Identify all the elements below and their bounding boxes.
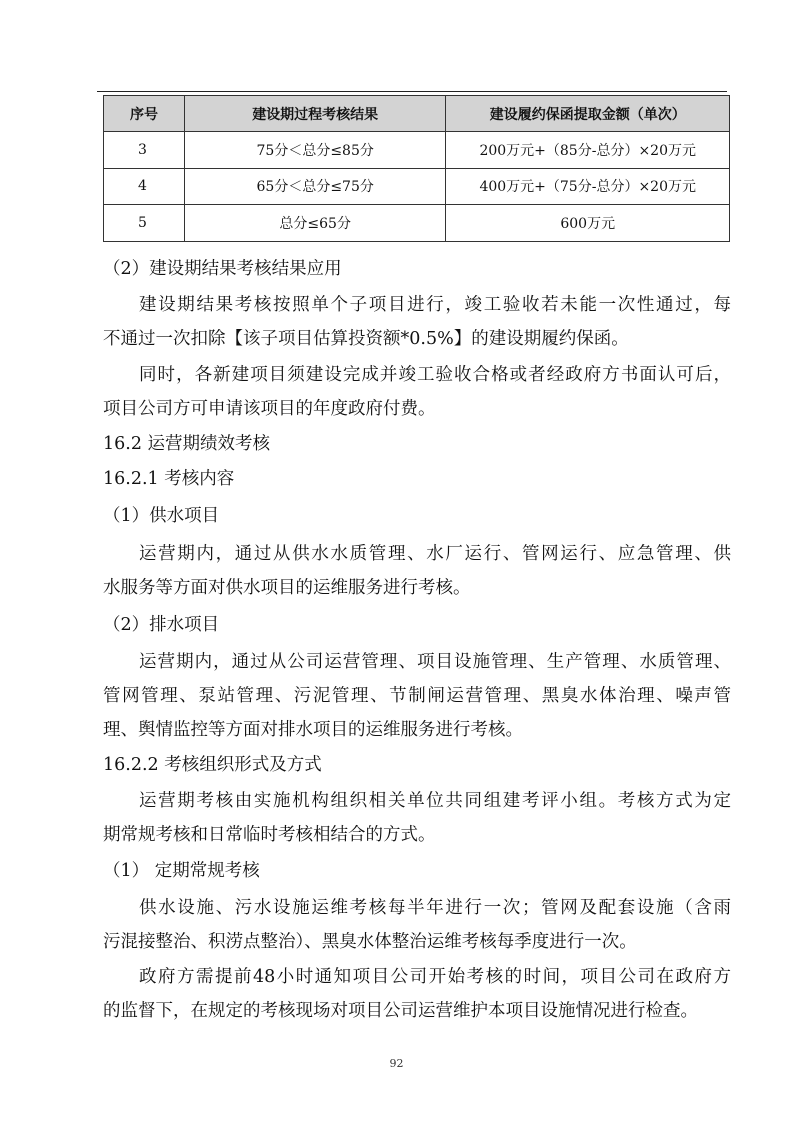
paragraph-line: 期常规考核和日常临时考核相结合的方式。	[103, 825, 436, 845]
paragraph-line: 管网管理、泵站管理、污泥管理、节制闸运营管理、黑臭水体治理、噪声管	[103, 686, 731, 706]
header-result: 建设期过程考核结果	[184, 96, 446, 132]
cell-result: 75分＜总分≤85分	[184, 132, 446, 169]
paragraph-line: 政府方需提前48小时通知项目公司开始考核的时间，项目公司在政府方	[139, 967, 731, 987]
paragraph-line: 运营期考核由实施机构组织相关单位共同组建考评小组。考核方式为定	[139, 791, 731, 811]
paragraph-line: 运营期内，通过从公司运营管理、项目设施管理、生产管理、水质管理、	[139, 652, 731, 672]
cell-serial: 3	[104, 132, 185, 169]
cell-serial: 5	[104, 205, 185, 242]
table-row	[104, 132, 730, 169]
table-row	[104, 205, 730, 242]
cell-result: 总分≤65分	[184, 205, 446, 242]
item-heading: （2）排水项目	[103, 615, 220, 635]
page-number: 92	[389, 1057, 404, 1070]
paragraph-line: 供水设施、污水设施运维考核每半年进行一次；管网及配套设施（含雨	[139, 898, 731, 918]
paragraph-line: 运营期内，通过从供水水质管理、水厂运行、管网运行、应急管理、供	[139, 544, 731, 564]
paragraph-line: 项目公司方可申请该项目的年度政府付费。	[103, 399, 436, 419]
subheading-construction-result: （2）建设期结果考核结果应用	[103, 259, 342, 279]
cell-amount: 400万元+（75分-总分）×20万元	[446, 168, 730, 205]
subsection-heading: 16.2.2 考核组织形式及方式	[103, 755, 322, 775]
paragraph-line: 建设期结果考核按照单个子项目进行，竣工验收若未能一次性通过，每	[139, 295, 731, 315]
paragraph-line: 的监督下，在规定的考核现场对项目公司运营维护本项目设施情况进行检查。	[103, 1001, 698, 1021]
subsection-heading: 16.2.1 考核内容	[103, 469, 235, 489]
cell-amount: 600万元	[446, 205, 730, 242]
item-heading: （1） 定期常规考核	[103, 861, 260, 881]
assessment-table	[103, 95, 730, 242]
item-heading: （1）供水项目	[103, 506, 220, 526]
table-row	[104, 168, 730, 205]
cell-result: 65分＜总分≤75分	[184, 168, 446, 205]
paragraph-line: 同时，各新建项目须建设完成并竣工验收合格或者经政府方书面认可后，	[139, 365, 731, 385]
table-top-rule	[97, 91, 727, 92]
paragraph-line: 不通过一次扣除【该子项目估算投资额*0.5%】的建设期履约保函。	[103, 329, 629, 349]
header-amount: 建设履约保函提取金额（单次）	[446, 96, 730, 132]
paragraph-line: 理、舆情监控等方面对排水项目的运维服务进行考核。	[103, 720, 523, 740]
paragraph-line: 污混接整治、积涝点整治）、黑臭水体整治运维考核每季度进行一次。	[103, 932, 637, 952]
cell-serial: 4	[104, 168, 185, 205]
cell-amount: 200万元+（85分-总分）×20万元	[446, 132, 730, 169]
header-serial: 序号	[104, 96, 185, 132]
paragraph-line: 水服务等方面对供水项目的运维服务进行考核。	[103, 578, 471, 598]
table-header-row	[104, 96, 730, 132]
section-heading: 16.2 运营期绩效考核	[103, 434, 271, 454]
